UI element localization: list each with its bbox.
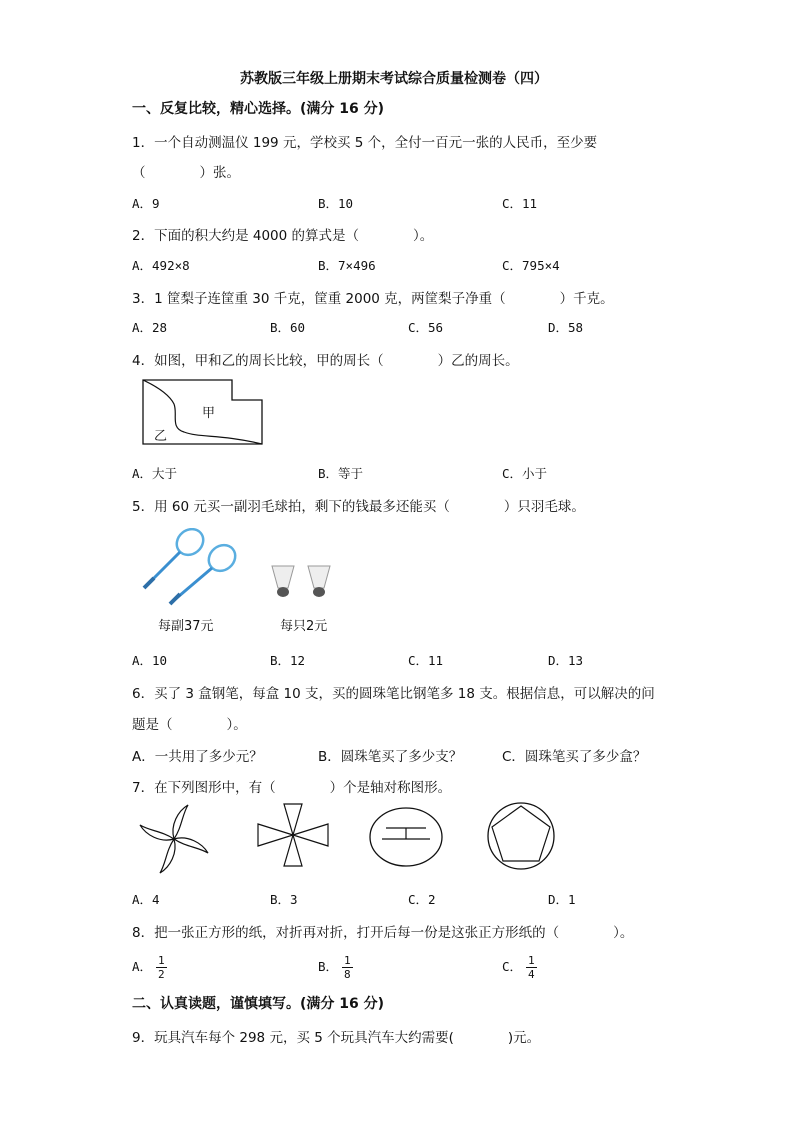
cross-triangles-shape [256,802,330,868]
question-6-blank: 题是（ ）。 [132,717,247,733]
question-4-option-a: A．大于 [132,466,178,481]
pentagon-in-circle-shape [484,802,558,870]
fraction [156,954,167,981]
question-4-option-c: C．小于 [502,466,548,481]
question-9-text: 9．玩具汽车每个 298 元，买 5 个玩具汽车大约需要( )元。 [132,1030,541,1046]
question-8-option-c [502,954,537,981]
question-1-option-a: A．9 [132,196,160,211]
ellipse-shape [368,806,444,868]
question-7-option-a: A．4 [132,892,160,907]
question-7-text: 7．在下列图形中，有（ ）个是轴对称图形。 [132,780,452,796]
option-label: A． [132,959,153,974]
question-5-option-a: A．10 [132,653,168,668]
question-2-text: 2．下面的积大约是 4000 的算式是（ ）。 [132,228,434,244]
fraction-numerator: 1 [344,954,351,967]
section-2-heading: 二、认真读题，谨慎填写。(满分 16 分) [132,996,385,1012]
question-2-option-b: B．7×496 [318,258,376,273]
shuttlecock-icon [268,564,338,602]
question-5-option-d: D．13 [548,653,584,668]
question-4-option-b: B．等于 [318,466,364,481]
question-6-option-c: C．圆珠笔买了多少盒？ [502,749,647,765]
question-6-option-b: B．圆珠笔买了多少支？ [318,749,463,765]
question-1-text: 1．一个自动测温仪 199 元，学校买 5 个，全付一百元一张的人民币，至少要 [132,135,598,151]
question-2-option-c: C．795×4 [502,258,560,273]
question-7-option-b: B．3 [270,892,298,907]
question-3-option-a: A．28 [132,320,168,335]
question-6-text: 6．买了 3 盒钢笔，每盒 10 支，买的圆珠笔比钢笔多 18 支。根据信息，可以解决的问 [132,686,655,702]
fraction-denominator: 2 [158,968,165,981]
question-5-text: 5．用 60 元买一副羽毛球拍，剩下的钱最多还能买（ ）只羽毛球。 [132,499,585,515]
question-8-option-a [132,954,167,981]
question-3-option-d: D．58 [548,320,584,335]
question-7-option-c: C．2 [408,892,436,907]
fraction-numerator: 1 [158,954,165,967]
question-7-option-d: D．1 [548,892,576,907]
section-1-heading: 一、反复比较，精心选择。(满分 16 分) [132,101,385,117]
fraction-denominator: 4 [528,968,535,981]
fraction [342,954,353,981]
fraction-numerator: 1 [528,954,535,967]
question-5-option-c: C．11 [408,653,444,668]
pinwheel-shape [136,802,212,876]
question-1-blank: （ ）张。 [132,165,240,181]
label-yi: 乙 [154,429,168,444]
question-4-text: 4．如图，甲和乙的周长比较，甲的周长（ ）乙的周长。 [132,353,519,369]
page-title: 苏教版三年级上册期末考试综合质量检测卷（四） [240,71,548,87]
option-label: C． [502,959,523,974]
question-8-option-b [318,954,353,981]
badminton-racket-icon [140,528,244,606]
question-1-option-c: C．11 [502,196,538,211]
option-label: B． [318,959,339,974]
question-8-text: 8．把一张正方形的纸，对折再对折，打开后每一份是这张正方形纸的（ ）。 [132,925,634,941]
shuttlecock-price-caption: 每只2元 [280,619,328,634]
fraction [526,954,537,981]
question-3-option-c: C．56 [408,320,444,335]
label-jia: 甲 [202,406,216,421]
question-6-option-a: A．一共用了多少元？ [132,749,263,765]
question-1-option-b: B．10 [318,196,354,211]
question-3-option-b: B．60 [270,320,306,335]
question-2-option-a: A．492×8 [132,258,190,273]
question-5-option-b: B．12 [270,653,306,668]
fraction-denominator: 8 [344,968,351,981]
question-3-text: 3．1 筐梨子连筐重 30 千克，筐重 2000 克，两筐梨子净重（ ）千克。 [132,291,614,307]
racket-price-caption: 每副37元 [158,619,214,634]
